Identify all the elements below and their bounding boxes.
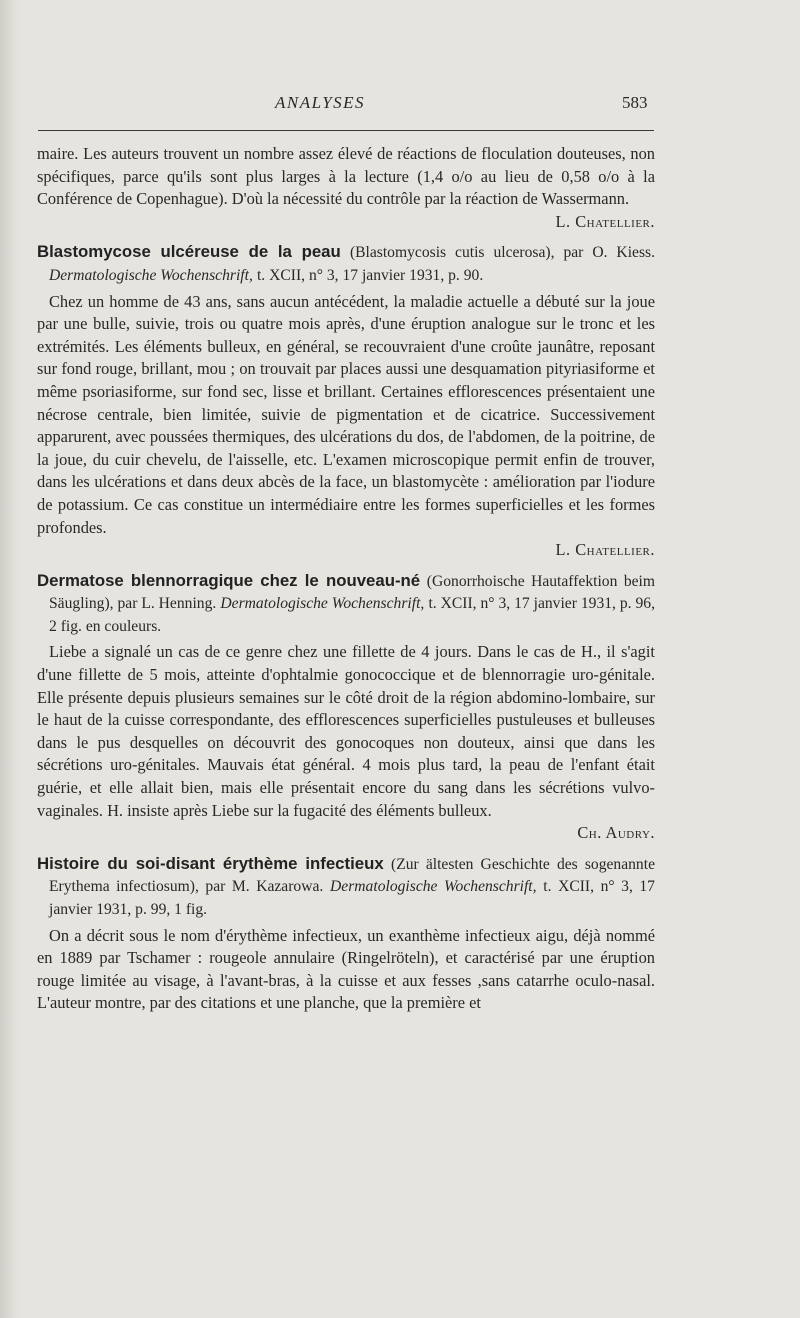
article-body-3: On a décrit sous le nom d'érythème infectieux, un exanthème infectieux aigu, déjà nommé en 1889 par Tschamer : rougeole annulaire (Ringelröteln), et caractérisé par une éruption rouge limitée au visage, à l'avant-bras, à la cuisse et aux fesses ,sans catarrhe oculo-nasal. L'auteur montre, par des citations et une planche, que la première et	[37, 925, 655, 1013]
page-gutter-shadow	[0, 0, 22, 1318]
header-rule	[38, 130, 654, 131]
running-header-title: ANALYSES	[275, 93, 366, 112]
article-subtitle-2: (Gonorrhoische Hautaffektion beim Säugling), par L. Henning.	[49, 572, 655, 613]
article-citation-1: t. XCII, n° 3, 17 janvier 1931, p. 90.	[256, 266, 484, 284]
article-heading-1	[37, 241, 655, 286]
article-heading-3	[37, 853, 655, 921]
article-journal-3: Dermatologische Wochenschrift,	[330, 878, 537, 896]
page-body	[37, 143, 655, 1015]
article-signature-1: L. Chatellier.	[555, 540, 655, 560]
article-subtitle-1: (Blastomycosis cutis ulcerosa), par O. Kiess.	[349, 244, 655, 262]
article-subtitle-3: (Zur ältesten Geschichte des sogenannte Erythema infectiosum), par M. Kazarowa.	[49, 855, 655, 896]
article-journal-1: Dermatologische Wochenschrift,	[49, 266, 253, 284]
article-journal-2: Dermatologische Wochenschrift,	[220, 595, 425, 613]
article-body-1: Chez un homme de 43 ans, sans aucun antécédent, la maladie actuelle a débuté sur la joue par une bulle, suivie, trois ou quatre mois après, d'une éruption analogue sur le tronc et les extrémités. Les éléments bulleux, en général, se recouvraient d'une croûte jaunâtre, reposant sur fond rouge, brillant, mou ; on trouvait par places aussi une desquamation pityriasiforme et même psoriasiforme, sur fond sec, lisse et brillant. Certaines efflorescences présentaient une nécrose centrale, bien limitée, suivie de pigmentation et de cicatrice. Successivement apparurent, avec poussées thermiques, des ulcérations du dos, de l'abdomen, de la poitrine, de la joue, du cuir chevelu, de l'aisselle, etc. L'examen microscopique permit enfin de trouver, dans les ulcérations et dans deux abcès de la face, un blastomycète : amélioration par l'iodure de potassium. Ce cas constitue un intermédiaire entre les formes superficielles et les formes profondes.	[37, 291, 655, 537]
article-signature-2: Ch. Audry.	[577, 823, 655, 843]
article-heading-2	[37, 570, 655, 638]
article-citation-3: t. XCII, n° 3, 17 janvier 1931, p. 99, 1 fig.	[49, 878, 655, 918]
intro-paragraph: maire. Les auteurs trouvent un nombre assez élevé de réactions de floculation douteuses, non spécifiques, parce qu'ils sont plus larges à la lecture (1,4 o/o au lieu de 0,58 o/o à la Conférence de Copenhague). D'où la nécessité du contrôle par la réaction de Wassermann.	[37, 144, 655, 209]
intro-signature: L. Chatellier.	[555, 211, 655, 231]
article-title-2: Dermatose blennorragique chez le nouveau-né	[37, 570, 421, 590]
article-title-3: Histoire du soi-disant érythème infectieux	[37, 853, 384, 873]
page-number: 583	[622, 93, 648, 112]
article-body-2: Liebe a signalé un cas de ce genre chez une fillette de 4 jours. Dans le cas de H., il s'agit d'une fillette de 5 mois, atteinte d'ophtalmie gonococcique et de blennorragie uro-génitale. Elle présente depuis plusieurs semaines sur le côté droit de la région abdomino-lombaire, sur le haut de la cuisse correspondante, des efflorescences superficielles pustuleuses et bulleuses dans le pus desquelles on découvrit des gonocoques non douteux, ainsi que dans les sécrétions uro-génitales. Mauvais état général. 4 mois plus tard, la peau de l'enfant était guérie, et elle allait bien, mais elle présentait encore du sang dans les sécrétions vulvo-vaginales. H. insiste après Liebe sur la fugacité des éléments bulleux.	[37, 642, 655, 820]
article-title-1: Blastomycose ulcéreuse de la peau	[37, 242, 341, 262]
article-citation-2: t. XCII, n° 3, 17 janvier 1931, p. 96, 2 fig. en couleurs.	[49, 595, 655, 635]
